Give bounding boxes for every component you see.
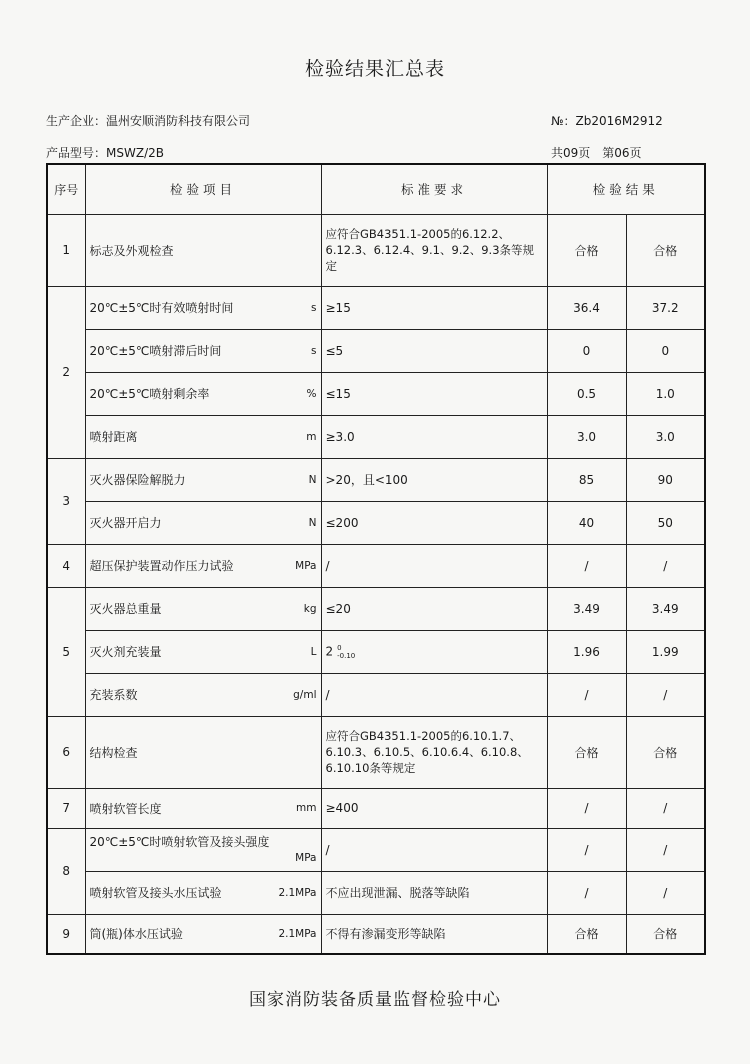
item-name: 充装系数 bbox=[89, 688, 138, 702]
item-unit: L bbox=[310, 645, 317, 658]
row-standard: / bbox=[321, 544, 547, 587]
tolerance bbox=[337, 644, 355, 660]
item-name: 筒(瓶)体水压试验 bbox=[89, 927, 183, 942]
row-result-1: 合格 bbox=[547, 716, 626, 788]
row-standard: / bbox=[321, 673, 547, 716]
row-item bbox=[85, 458, 321, 501]
item-name: 20℃±5℃喷射剩余率 bbox=[89, 387, 210, 401]
row-result-1: 0.5 bbox=[547, 372, 626, 415]
row-standard: 不得有渗漏变形等缺陷 bbox=[321, 914, 547, 954]
item-name: 20℃±5℃时有效喷射时间 bbox=[89, 301, 234, 315]
row-seq: 2 bbox=[47, 286, 85, 458]
item-unit: s bbox=[311, 344, 317, 357]
table-row bbox=[47, 286, 705, 329]
table-row bbox=[47, 214, 705, 286]
row-result-1: / bbox=[547, 544, 626, 587]
table-row bbox=[47, 871, 705, 914]
row-result-1: / bbox=[547, 788, 626, 828]
item-unit: MPa bbox=[295, 559, 317, 572]
header-result: 检验结果 bbox=[547, 164, 705, 214]
row-item bbox=[85, 630, 321, 673]
row-standard: 不应出现泄漏、脱落等缺陷 bbox=[321, 871, 547, 914]
row-item bbox=[85, 415, 321, 458]
row-result-2: 1.0 bbox=[626, 372, 705, 415]
item-unit: N bbox=[308, 473, 317, 486]
item-unit: N bbox=[308, 516, 317, 529]
item-unit: s bbox=[311, 301, 317, 314]
item-unit: 2.1MPa bbox=[278, 886, 317, 899]
table-row bbox=[47, 544, 705, 587]
row-standard: >20，且<100 bbox=[321, 458, 547, 501]
company-label: 生产企业： bbox=[46, 114, 107, 128]
row-result-2: 0 bbox=[626, 329, 705, 372]
row-item bbox=[85, 501, 321, 544]
row-result-2: 3.49 bbox=[626, 587, 705, 630]
company-name: 温州安顺消防科技有限公司 bbox=[106, 114, 251, 128]
company-line bbox=[46, 112, 250, 129]
item-name: 超压保护装置动作压力试验 bbox=[89, 559, 234, 573]
item-name: 喷射软管及接头水压试验 bbox=[89, 886, 222, 900]
table-row bbox=[47, 630, 705, 673]
row-result-2: 50 bbox=[626, 501, 705, 544]
row-result-2: / bbox=[626, 788, 705, 828]
table-row bbox=[47, 415, 705, 458]
row-result-1: / bbox=[547, 828, 626, 871]
table-header-row bbox=[47, 164, 705, 214]
table-row bbox=[47, 788, 705, 828]
item-unit: kg bbox=[303, 602, 317, 615]
item-name: 灭火器总重量 bbox=[89, 602, 162, 616]
issuing-organization: 国家消防装备质量监督检验中心 bbox=[249, 990, 501, 1010]
tolerance-upper: 0 bbox=[337, 643, 342, 652]
report-number: №：Zb2016M2912 bbox=[551, 114, 663, 128]
row-seq: 6 bbox=[47, 716, 85, 788]
row-result-1: 85 bbox=[547, 458, 626, 501]
row-seq: 4 bbox=[47, 544, 85, 587]
row-item bbox=[85, 788, 321, 828]
model-line bbox=[46, 144, 164, 161]
header-seq: 序号 bbox=[47, 164, 85, 214]
item-unit: % bbox=[306, 387, 317, 400]
row-result-1: / bbox=[547, 871, 626, 914]
model-value: MSWZ/2B bbox=[106, 146, 164, 160]
item-name: 灭火器开启力 bbox=[89, 516, 162, 530]
row-item bbox=[85, 914, 321, 954]
table-row bbox=[47, 716, 705, 788]
header-standard: 标准要求 bbox=[321, 164, 547, 214]
item-unit: m bbox=[306, 430, 317, 443]
document-title: 检验结果汇总表 bbox=[304, 58, 445, 80]
table-row bbox=[47, 914, 705, 954]
row-result-2: / bbox=[626, 828, 705, 871]
row-standard: ≤15 bbox=[321, 372, 547, 415]
row-result-1: 3.49 bbox=[547, 587, 626, 630]
item-name: 喷射距离 bbox=[89, 430, 138, 444]
row-result-1: 40 bbox=[547, 501, 626, 544]
table-row bbox=[47, 329, 705, 372]
table-row bbox=[47, 828, 705, 871]
row-result-2: 1.99 bbox=[626, 630, 705, 673]
row-result-1: 合格 bbox=[547, 914, 626, 954]
item-unit: g/ml bbox=[293, 688, 317, 701]
row-item bbox=[85, 372, 321, 415]
row-standard: ≥400 bbox=[321, 788, 547, 828]
table-row bbox=[47, 673, 705, 716]
row-result-2: / bbox=[626, 871, 705, 914]
item-name: 标志及外观检查 bbox=[89, 243, 174, 258]
item-name: 喷射软管长度 bbox=[89, 801, 162, 816]
row-item bbox=[85, 673, 321, 716]
model-label: 产品型号： bbox=[46, 146, 107, 160]
item-unit: MPa bbox=[295, 851, 317, 864]
row-seq: 7 bbox=[47, 788, 85, 828]
row-item bbox=[85, 286, 321, 329]
item-unit: 2.1MPa bbox=[278, 927, 317, 940]
row-seq: 1 bbox=[47, 214, 85, 286]
row-result-1: 3.0 bbox=[547, 415, 626, 458]
table-row bbox=[47, 458, 705, 501]
row-item bbox=[85, 716, 321, 788]
item-name: 结构检查 bbox=[89, 745, 138, 760]
row-standard: ≤5 bbox=[321, 329, 547, 372]
row-result-1: 合格 bbox=[547, 214, 626, 286]
row-seq: 9 bbox=[47, 914, 85, 954]
row-result-2: 合格 bbox=[626, 214, 705, 286]
row-item bbox=[85, 329, 321, 372]
row-result-1: 36.4 bbox=[547, 286, 626, 329]
table-row bbox=[47, 372, 705, 415]
row-standard: ≤200 bbox=[321, 501, 547, 544]
table-row bbox=[47, 501, 705, 544]
row-item bbox=[85, 871, 321, 914]
row-result-2: 3.0 bbox=[626, 415, 705, 458]
row-item bbox=[85, 544, 321, 587]
row-standard: 应符合GB4351.1-2005的6.12.2、6.12.3、6.12.4、9.1、9.2、9.3条等规定 bbox=[321, 214, 547, 286]
page-count: 共09页 第06页 bbox=[551, 146, 642, 160]
row-standard: ≤20 bbox=[321, 587, 547, 630]
row-result-1: / bbox=[547, 673, 626, 716]
table-row bbox=[47, 587, 705, 630]
item-name: 20℃±5℃喷射滞后时间 bbox=[89, 344, 222, 358]
row-result-1: 1.96 bbox=[547, 630, 626, 673]
results-table bbox=[46, 163, 706, 955]
row-standard: ≥3.0 bbox=[321, 415, 547, 458]
row-result-2: 90 bbox=[626, 458, 705, 501]
row-result-2: 37.2 bbox=[626, 286, 705, 329]
row-standard: ≥15 bbox=[321, 286, 547, 329]
row-standard: 应符合GB4351.1-2005的6.10.1.7、6.10.3、6.10.5、6.10.6.4、6.10.8、6.10.10条等规定 bbox=[321, 716, 547, 788]
row-standard: / bbox=[321, 828, 547, 871]
row-result-1: 0 bbox=[547, 329, 626, 372]
row-result-2: 合格 bbox=[626, 716, 705, 788]
row-result-2: / bbox=[626, 544, 705, 587]
item-name: 灭火剂充装量 bbox=[89, 645, 162, 659]
row-item bbox=[85, 587, 321, 630]
row-seq: 8 bbox=[47, 828, 85, 914]
standard-value: 2 bbox=[325, 644, 334, 658]
row-item bbox=[85, 828, 321, 871]
row-seq: 3 bbox=[47, 458, 85, 544]
row-result-2: / bbox=[626, 673, 705, 716]
item-name: 20℃±5℃时喷射软管及接头强度 bbox=[89, 834, 270, 849]
item-name: 灭火器保险解脱力 bbox=[89, 473, 186, 487]
row-result-2: 合格 bbox=[626, 914, 705, 954]
row-seq: 5 bbox=[47, 587, 85, 716]
row-standard bbox=[321, 630, 547, 673]
item-unit: mm bbox=[296, 802, 317, 814]
row-item bbox=[85, 214, 321, 286]
tolerance-lower: -0.10 bbox=[337, 651, 356, 660]
header-item: 检验项目 bbox=[85, 164, 321, 214]
